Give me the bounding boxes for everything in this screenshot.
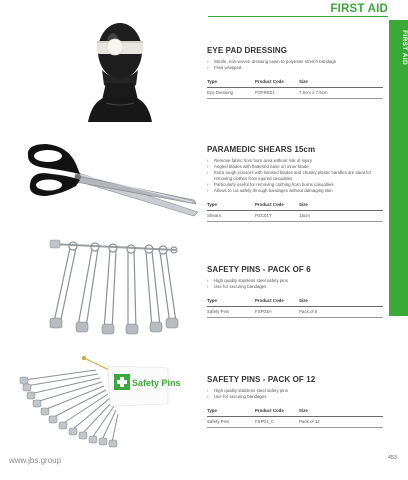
- side-tab-label: FIRST AID: [401, 30, 408, 66]
- col-size: Size: [299, 202, 308, 207]
- product-eye-pad: [207, 46, 383, 99]
- cell-size: Pack of 12: [299, 419, 320, 424]
- cell-code: FSP01H: [255, 309, 272, 314]
- col-code: Product Code: [255, 79, 284, 84]
- col-type: Type: [207, 408, 217, 413]
- feature-bullet: › Allows to cut safely through bandages without damaging skin: [207, 188, 383, 194]
- feature-bullet: › Particularly useful for removing clothing from burns casualties: [207, 182, 383, 188]
- feature-bullet: › High quality stainless steel safety pins: [207, 388, 383, 394]
- cell-size: 15cm: [299, 213, 310, 218]
- feature-bullet: › Sterile, non-woven dressing sewn to polyester stretch bandage: [207, 59, 383, 65]
- product-safety-pins-6: [207, 265, 383, 318]
- product-title: SAFETY PINS - PACK OF 6: [207, 265, 311, 274]
- feature-bullet: › Use for securing bandages: [207, 394, 383, 400]
- product-title: SAFETY PINS - PACK OF 12: [207, 375, 316, 384]
- cell-code: FSP01_C: [255, 419, 275, 424]
- cell-size: Pack of 6: [299, 309, 318, 314]
- feature-bullet: › Angled blades with flattened base on inner blade: [207, 164, 383, 170]
- product-safety-pins-12: [207, 375, 383, 428]
- cell-type: Safety Pins: [207, 309, 230, 314]
- cell-type: Safety Pins: [207, 419, 230, 424]
- col-code: Product Code: [255, 408, 284, 413]
- table-row: [207, 307, 383, 318]
- safety-pins-12-image: [18, 350, 198, 450]
- product-title: PARAMEDIC SHEARS 15cm: [207, 145, 316, 154]
- eye-pad-image: [82, 15, 158, 122]
- tag-label: Safety Pins: [132, 378, 181, 388]
- table-row: [207, 211, 383, 222]
- product-shears: [207, 145, 383, 222]
- col-code: Product Code: [255, 202, 284, 207]
- shears-image: [22, 140, 202, 218]
- cell-code: FOFRE01: [255, 90, 275, 95]
- section-title: FIRST AID: [330, 3, 388, 15]
- safety-pins-6-image: [48, 238, 180, 338]
- col-type: Type: [207, 79, 217, 84]
- feature-bullet: › Use for securing bandages: [207, 284, 383, 290]
- spec-table: [207, 200, 383, 222]
- spec-table: [207, 406, 383, 428]
- spec-table: [207, 296, 383, 318]
- cell-size: 7.5cm x 7.5cm: [299, 90, 328, 95]
- spec-header-row: [207, 296, 383, 307]
- footer-website-link[interactable]: www.jbs.group: [9, 456, 62, 465]
- product-title: EYE PAD DRESSING: [207, 46, 288, 55]
- table-row: [207, 88, 383, 99]
- spec-header-row: [207, 406, 383, 417]
- cell-code: PSC01T: [255, 213, 272, 218]
- spec-header-row: [207, 77, 383, 88]
- feature-bullet: › Extra tough scissors with lionised blades and chunky plastic handles are ideal for removing clothes from injured casualties: [207, 170, 383, 182]
- header-rule: [208, 16, 388, 17]
- col-type: Type: [207, 298, 217, 303]
- col-size: Size: [299, 79, 308, 84]
- spec-header-row: [207, 200, 383, 211]
- table-row: [207, 417, 383, 428]
- col-size: Size: [299, 408, 308, 413]
- col-size: Size: [299, 298, 308, 303]
- feature-bullet: › Remove fabric from burn area without risk of injury: [207, 158, 383, 164]
- spec-table: [207, 77, 383, 99]
- cell-type: Eye Dressing: [207, 90, 234, 95]
- feature-bullet: › High quality stainless steel safety pins: [207, 278, 383, 284]
- col-code: Product Code: [255, 298, 284, 303]
- col-type: Type: [207, 202, 217, 207]
- cell-type: Shears: [207, 213, 221, 218]
- feature-bullet: › Flow wrapped: [207, 65, 383, 71]
- page-number: 453: [387, 455, 397, 461]
